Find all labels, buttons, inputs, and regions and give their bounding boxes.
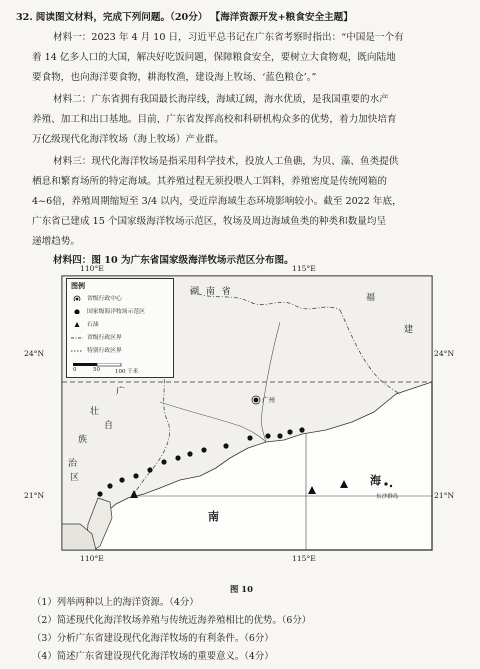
ranch-marker bbox=[175, 455, 180, 460]
material-3-line-3: 4~6倍，养殖周期缩短至 3/4 以内，受近岸海域生态环境影响较小。截至 2022 年底， bbox=[32, 196, 402, 207]
legend-item-capital bbox=[71, 293, 122, 302]
legend-item-ranch bbox=[71, 306, 145, 315]
material-3-line-2: 栖息和繁育场所的特定海域。其养殖过程无须投喂人工饵料，养殖密度是传统网箱的 bbox=[32, 176, 387, 187]
question-item-4: （4）简述广东省建设现代化海洋牧场的重要意义。（4分） bbox=[32, 651, 274, 662]
legend-label: 特别行政区界 bbox=[87, 348, 122, 354]
label-guang: 广 bbox=[116, 387, 126, 397]
ranch-marker bbox=[97, 491, 102, 496]
ranch-marker bbox=[299, 427, 304, 432]
province-boundary-symbol-icon bbox=[71, 334, 83, 340]
label-hai: 海 bbox=[370, 474, 381, 487]
lat-label-left-21: 21°N bbox=[24, 491, 45, 500]
legend-label: 省级行政中心 bbox=[87, 296, 122, 302]
material-2-line-2: 养殖、加工和出口基地。目前，广东省发挥高校和科研机构众多的优势，着力加快培育 bbox=[32, 114, 397, 125]
ranch-marker bbox=[287, 429, 292, 434]
material-2-line-1: 材料二：广东省拥有我国最长海岸线，海域辽阔，海水优质，是我国重要的水产 bbox=[53, 94, 389, 105]
scale-label-50: 50 bbox=[93, 367, 100, 373]
legend-label: 省级行政区界 bbox=[87, 335, 122, 341]
fishery-map bbox=[24, 262, 455, 580]
lon-label-bottom-110: 110°E bbox=[80, 554, 104, 563]
ranch-marker bbox=[187, 451, 192, 456]
ranch-marker bbox=[247, 435, 252, 440]
ranch-marker bbox=[119, 477, 124, 482]
material-3-line-4: 广东省已建成 15 个国家级海洋牧场示范区，牧场及周边海域鱼类的种类和数量均呈 bbox=[32, 216, 387, 227]
scale-label-100: 100 千米 bbox=[115, 369, 139, 375]
label-jian: 建 bbox=[404, 325, 414, 335]
label-dongsha: 东沙群岛 bbox=[376, 494, 399, 500]
label-zhi: 治 bbox=[68, 459, 78, 469]
ranch-marker bbox=[265, 433, 270, 438]
lon-label-top-115: 115°E bbox=[292, 264, 316, 273]
label-zi: 自 bbox=[104, 421, 114, 431]
legend-item-sar-boundary bbox=[71, 345, 122, 354]
legend-label: 国家级海洋牧场示范区 bbox=[87, 309, 145, 315]
legend-item-oil bbox=[71, 319, 99, 328]
sar-boundary-symbol-icon bbox=[71, 347, 83, 353]
label-fu: 福 bbox=[366, 293, 376, 303]
ranch-marker bbox=[277, 433, 282, 438]
material-1-line-1: 材料一：2023 年 4 月 10 日，习近平总书记在广东省考察时指出：“中国是一个有 bbox=[53, 32, 404, 43]
question-item-3: （3）分析广东省建设现代化海洋牧场的有利条件。（6分） bbox=[32, 633, 274, 644]
question-instruction: 阅读图文材料，完成下列问题。（20分） bbox=[35, 12, 208, 23]
figure-caption: 图 10 bbox=[230, 584, 253, 594]
label-hunan: 湖 南 省 bbox=[190, 287, 233, 297]
capital-symbol-icon bbox=[71, 295, 83, 301]
map-legend bbox=[66, 278, 174, 378]
label-nan: 南 bbox=[208, 510, 219, 523]
question-header bbox=[16, 12, 353, 24]
label-zhuang: 壮 bbox=[90, 407, 100, 417]
material-3-line-1: 材料三：现代化海洋牧场是指采用科学技术，投放人工鱼礁，为贝、藻、鱼类提供 bbox=[53, 156, 399, 167]
scale-label-0: 0 bbox=[73, 367, 77, 373]
material-3-line-5: 递增趋势。 bbox=[32, 236, 80, 247]
island-marker bbox=[384, 482, 387, 485]
question-tag: 【海洋资源开发+粮食安全主题】 bbox=[210, 12, 353, 23]
ranch-symbol-icon bbox=[71, 308, 83, 314]
ranch-marker bbox=[161, 459, 166, 464]
lon-label-bottom-115: 115°E bbox=[292, 554, 316, 563]
label-qu: 区 bbox=[70, 473, 80, 483]
question-item-2: （2）简述现代化海洋牧场养殖与传统近海养殖相比的优势。（6分） bbox=[32, 615, 312, 626]
material-4-line-1: 材料四：图 10 为广东省国家级海洋牧场示范区分布图。 bbox=[53, 255, 294, 266]
lat-label-right-21: 21°N bbox=[434, 491, 455, 500]
lat-label-right-24: 24°N bbox=[434, 349, 455, 358]
material-2-line-3: 万亿级现代化海洋牧场（海上牧场）产业群。 bbox=[32, 134, 224, 145]
lon-label-top-110: 110°E bbox=[80, 264, 104, 273]
island-marker bbox=[390, 485, 392, 487]
ranch-marker bbox=[133, 473, 138, 478]
ranch-marker bbox=[201, 447, 206, 452]
scale-bar bbox=[73, 363, 139, 375]
legend-label: 石油 bbox=[87, 322, 99, 328]
question-item-1: （1）列举两种以上的海洋资源。（4分） bbox=[32, 597, 199, 608]
ranch-marker bbox=[147, 467, 152, 472]
label-zu: 族 bbox=[78, 435, 88, 445]
material-1-line-2: 着 14 亿多人口的大国，解决好吃饭问题，保障粮食安全，要树立大食物观，既向陆地 bbox=[32, 52, 396, 63]
oil-symbol-icon bbox=[71, 321, 83, 327]
ranch-marker bbox=[223, 443, 228, 448]
material-1-line-3: 要食物，也向海洋要食物，耕海牧渔，建设海上牧场、‘蓝色粮仓’。” bbox=[32, 72, 317, 83]
legend-title: 图例 bbox=[71, 281, 85, 290]
lat-label-left-24: 24°N bbox=[24, 349, 45, 358]
question-number: 32. bbox=[16, 12, 33, 23]
provincial-capital-marker bbox=[254, 398, 259, 403]
legend-item-province-boundary bbox=[71, 332, 122, 341]
ranch-marker bbox=[107, 483, 112, 488]
label-guangzhou: 广州 bbox=[262, 396, 275, 404]
